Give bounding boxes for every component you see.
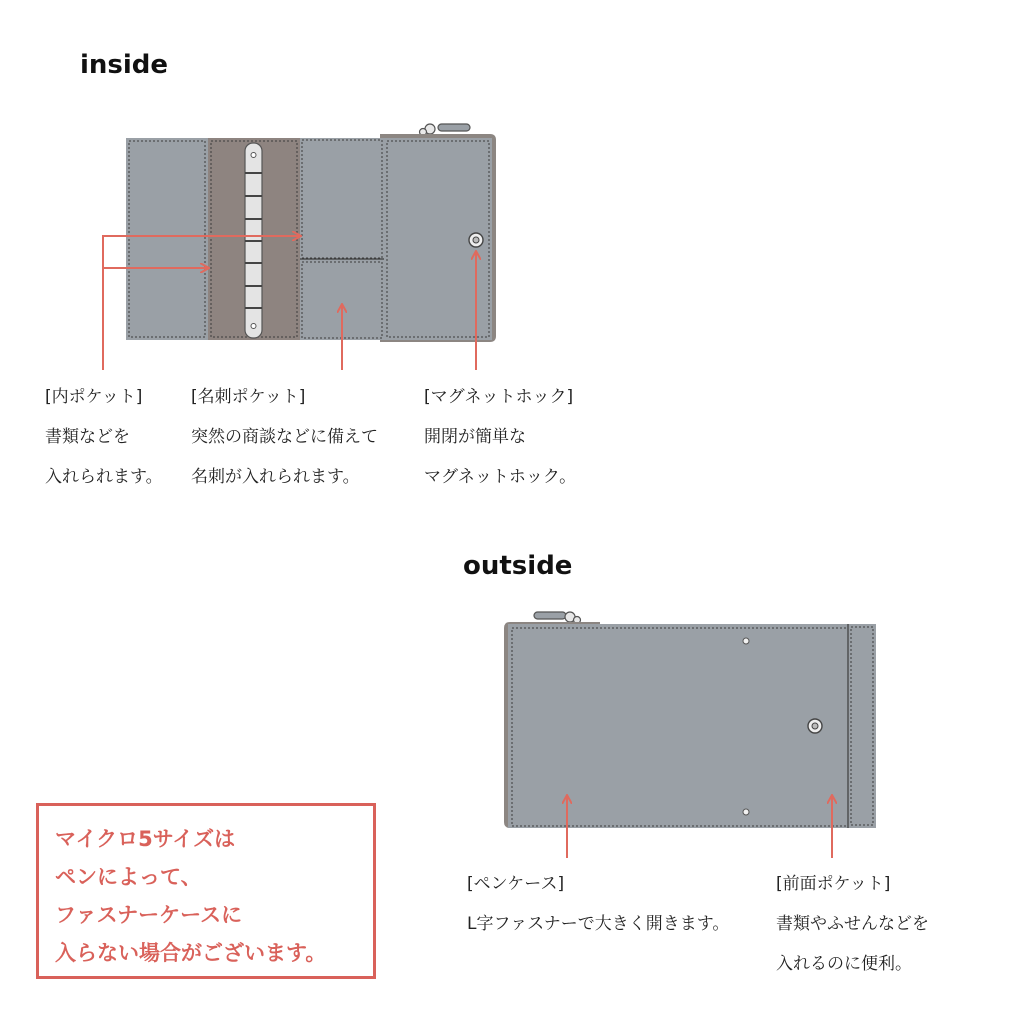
binder-rings bbox=[245, 143, 262, 338]
caption-pen-case bbox=[467, 864, 729, 944]
inside-heading: inside bbox=[80, 50, 169, 80]
caption-line: 書類などを bbox=[45, 427, 130, 447]
inside-pocket-panel bbox=[126, 138, 208, 340]
notice-line: ペンによって、 bbox=[55, 865, 202, 889]
caption-line: 名刺が入れられます。 bbox=[191, 467, 360, 487]
caption-line: 突然の商談などに備えて bbox=[191, 427, 378, 447]
caption-line: 開閉が簡単な bbox=[424, 427, 526, 447]
caption-title: [前面ポケット] bbox=[776, 874, 891, 894]
pen-case-panel bbox=[508, 624, 850, 828]
caption-title: [名刺ポケット] bbox=[191, 387, 306, 407]
outside-zipper-pull bbox=[534, 612, 581, 624]
notice-line: ファスナーケースに bbox=[55, 903, 243, 927]
caption-line: マグネットホック。 bbox=[424, 467, 577, 487]
caption-title: [ペンケース] bbox=[467, 874, 565, 894]
outside-organizer bbox=[504, 612, 876, 828]
notice-line: 入らない場合がございます。 bbox=[55, 941, 327, 965]
caption-line: 入れられます。 bbox=[45, 467, 163, 487]
inside-zipper-pull bbox=[420, 124, 471, 136]
caption-line: L字ファスナーで大きく開きます。 bbox=[467, 914, 730, 934]
size-notice-box bbox=[36, 803, 376, 979]
notice-line: マイクロ5サイズは bbox=[55, 827, 236, 851]
caption-magnet-hook bbox=[424, 377, 576, 497]
caption-line: 書類やふせんなどを bbox=[776, 914, 929, 934]
caption-title: [内ポケット] bbox=[45, 387, 143, 407]
caption-inner-pocket bbox=[45, 377, 163, 497]
outside-heading: outside bbox=[463, 551, 573, 581]
caption-front-pocket bbox=[776, 864, 929, 984]
caption-line: 入れるのに便利。 bbox=[776, 954, 912, 974]
inside-organizer bbox=[126, 124, 496, 342]
magnet-snap-icon bbox=[469, 233, 483, 247]
outside-magnet-snap-icon bbox=[808, 719, 822, 733]
caption-card-pocket bbox=[191, 377, 378, 497]
rivet-bottom bbox=[743, 809, 749, 815]
front-pocket-panel bbox=[848, 624, 876, 828]
rivet-top bbox=[743, 638, 749, 644]
caption-title: [マグネットホック] bbox=[424, 387, 574, 407]
